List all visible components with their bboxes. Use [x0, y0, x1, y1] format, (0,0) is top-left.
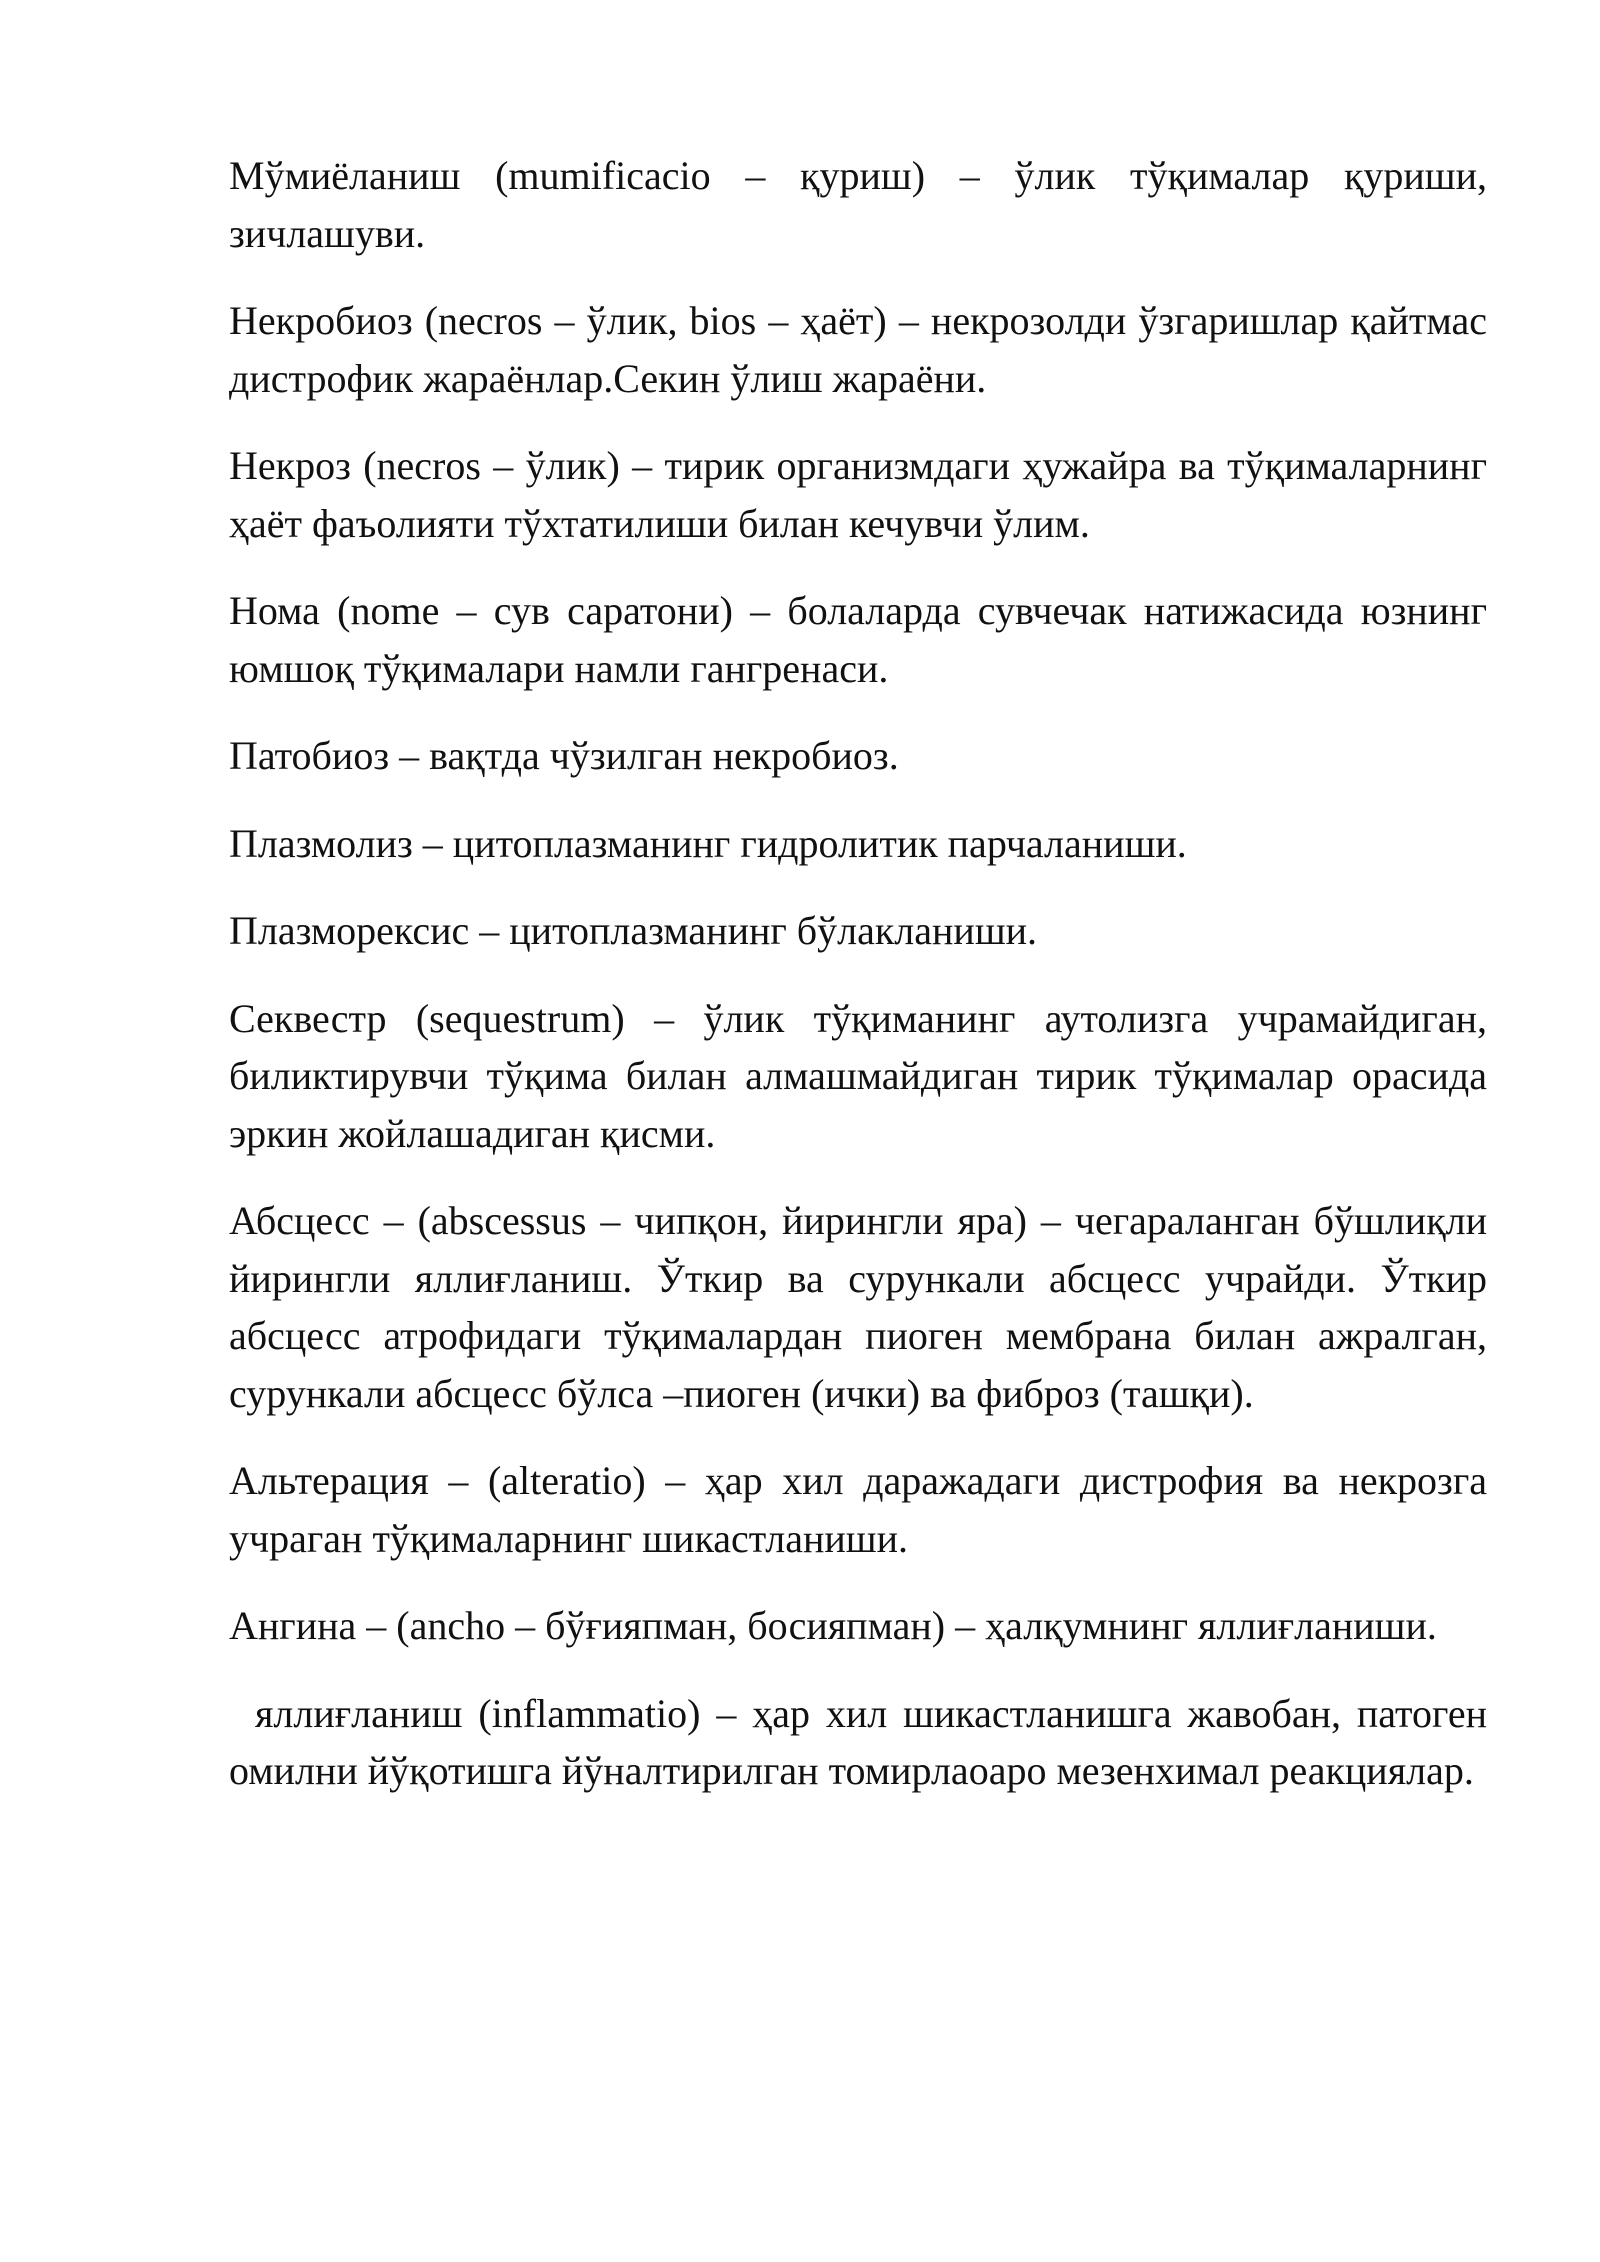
paragraph-plasmorrhexis: Плазморексис – цитоплазманинг бўлакланиши. [229, 908, 1038, 953]
paragraph-sequestrum: Секвестр (sequestrum) – ўлик тўқиманинг аутолизга учрамайдиган, биликтирувчи тўқима билан алмашмайдиган тирик тўқималар орасида эркин жойлашадиган қисми. [229, 995, 1487, 1156]
paragraph-necrobiosis: Некробиоз (necros – ўлик, bios – ҳаёт) – некрозолди ўзгаришлар қайтмас дистрофик жараёнлар.Секин ўлиш жараёни. [229, 298, 1487, 401]
paragraph-inflammation: яллиғланиш (inflammatio) – ҳар хил шикастланишга жавобан, патоген омилни йўқотишга йўналтирилган томирлаоаро мезенхимал реакциялар. [229, 1690, 1487, 1793]
paragraph-noma: Нома (nome – сув саратони) – болаларда сувчечак натижасида юзнинг юмшоқ тўқималари намли гангренаси. [229, 588, 1487, 691]
paragraph-angina: Ангина – (ancho – бўғияпман, босияпман) – ҳалқумнинг яллиғланиши. [229, 1603, 1437, 1648]
paragraph-alteration: Альтерация – (alteratio) – ҳар хил даражадаги дистрофия ва некрозга учраган тўқималарнинг шикастланиши. [229, 1458, 1487, 1561]
paragraph-plasmolysis: Плазмолиз – цитоплазманинг гидролитик парчаланиши. [229, 820, 1187, 866]
paragraph-mumification: Мўмиёланиш (mumificacio – қуриш) – ўлик тўқималар қуриши, зичлашуви. [229, 153, 1487, 256]
paragraph-necrosis: Некроз (necros – ўлик) – тирик организмдаги ҳужайра ва тўқималарнинг ҳаёт фаъолияти тўхтатилиши билан кечувчи ўлим. [229, 443, 1487, 546]
document-body [229, 147, 1487, 1830]
paragraph-pathobiosis: Патобиоз – вақтда чўзилган некробиоз. [229, 733, 899, 778]
paragraph-abscess: Абсцесс – (abscessus – чипқон, йирингли яра) – чегараланган бўшлиқли йирингли яллиғланиш. Ўткир ва сурункали абсцесс учрайди. Ўткир абсцесс атрофидаги тўқималардан пиоген мембрана билан ажралган, сурункали абсцесс бўлса –пиоген (ички) ва фиброз (ташқи). [229, 1198, 1487, 1416]
